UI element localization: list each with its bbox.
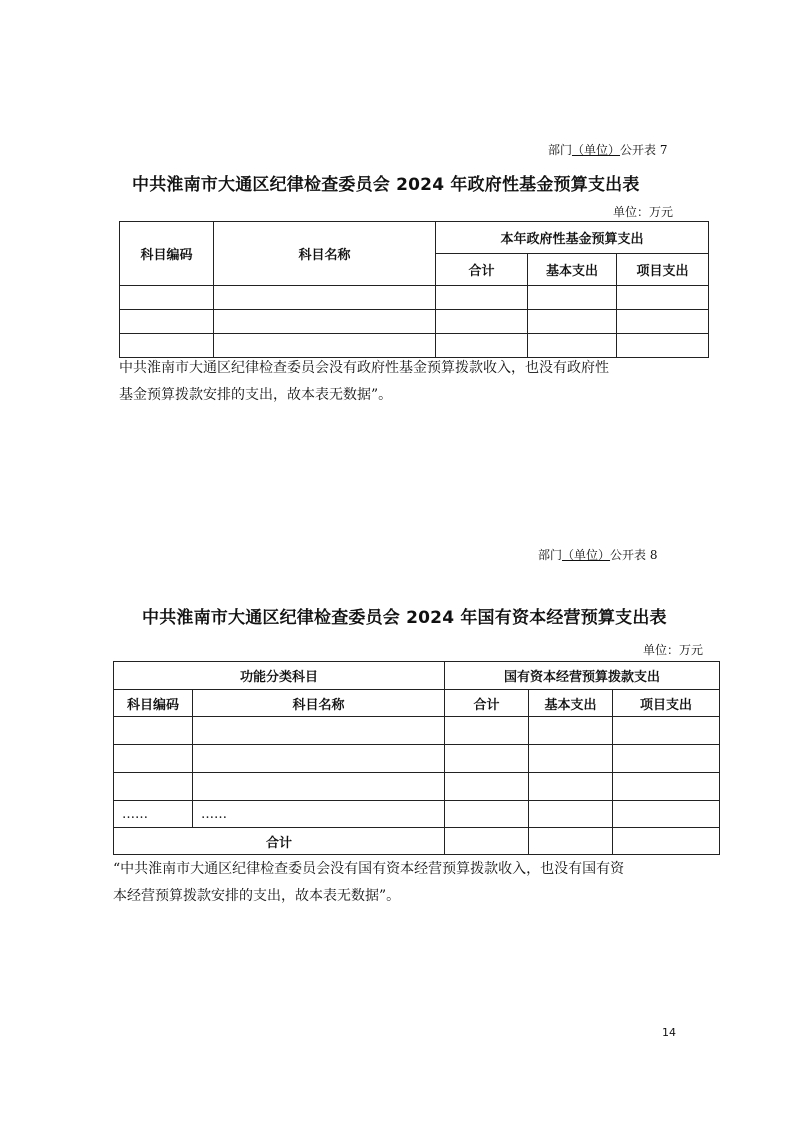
table-row <box>120 286 709 310</box>
note-line: 本经营预算拨款安排的支出，故本表无数据”。 <box>113 888 401 904</box>
form-unit-underlined: （单位） <box>572 143 621 157</box>
table-7-title: 中共淮南市大通区纪律检查委员会 2024 年政府性基金预算支出表 <box>132 175 640 195</box>
header-subject-code: 科目编码 <box>114 690 193 717</box>
form-number-8 <box>538 546 657 563</box>
table-row <box>120 310 709 334</box>
table-row <box>120 334 709 358</box>
header-total: 合计 <box>436 254 528 286</box>
form-prefix: 部门 <box>548 143 573 157</box>
table-8-note <box>113 856 733 910</box>
table-7-unit: 单位：万元 <box>613 205 674 219</box>
form-prefix: 部门 <box>538 548 563 562</box>
table-8-title: 中共淮南市大通区纪律检查委员会 2024 年国有资本经营预算支出表 <box>142 608 667 628</box>
header-total: 合计 <box>445 690 529 717</box>
header-project-expenditure: 项目支出 <box>617 254 709 286</box>
header-functional-classification: 功能分类科目 <box>114 662 445 690</box>
page-number: 14 <box>662 1026 676 1039</box>
table-row-total <box>114 828 720 855</box>
form-suffix: 公开表 8 <box>610 548 658 562</box>
table-row <box>114 745 720 773</box>
table-7-grid <box>119 221 709 358</box>
form-suffix: 公开表 7 <box>620 143 668 157</box>
header-basic-expenditure: 基本支出 <box>529 690 613 717</box>
total-row-label: 合计 <box>114 828 445 855</box>
table-row <box>114 773 720 801</box>
table-8-unit: 单位：万元 <box>643 643 704 657</box>
header-subject-name: 科目名称 <box>214 222 436 286</box>
header-basic-expenditure: 基本支出 <box>528 254 617 286</box>
note-line: “中共淮南市大通区纪律检查委员会没有国有资本经营预算拨款收入，也没有国有资 <box>113 861 625 877</box>
ellipsis-code: …… <box>114 801 193 828</box>
table-8-grid <box>113 661 720 855</box>
form-unit-underlined: （单位） <box>562 548 611 562</box>
header-subject-name: 科目名称 <box>193 690 445 717</box>
header-subject-code: 科目编码 <box>120 222 214 286</box>
note-line: 基金预算拨款安排的支出，故本表无数据”。 <box>119 387 393 403</box>
form-number-7 <box>548 141 667 158</box>
ellipsis-name: …… <box>193 801 445 828</box>
header-group-fund-expenditure: 本年政府性基金预算支出 <box>436 222 709 254</box>
table-row <box>114 717 720 745</box>
table-row-ellipsis <box>114 801 720 828</box>
header-project-expenditure: 项目支出 <box>613 690 720 717</box>
note-line: 中共淮南市大通区纪律检查委员会没有政府性基金预算拨款收入，也没有政府性 <box>119 360 609 376</box>
table-7-note <box>119 355 719 409</box>
header-state-capital-expenditure: 国有资本经营预算拨款支出 <box>445 662 720 690</box>
